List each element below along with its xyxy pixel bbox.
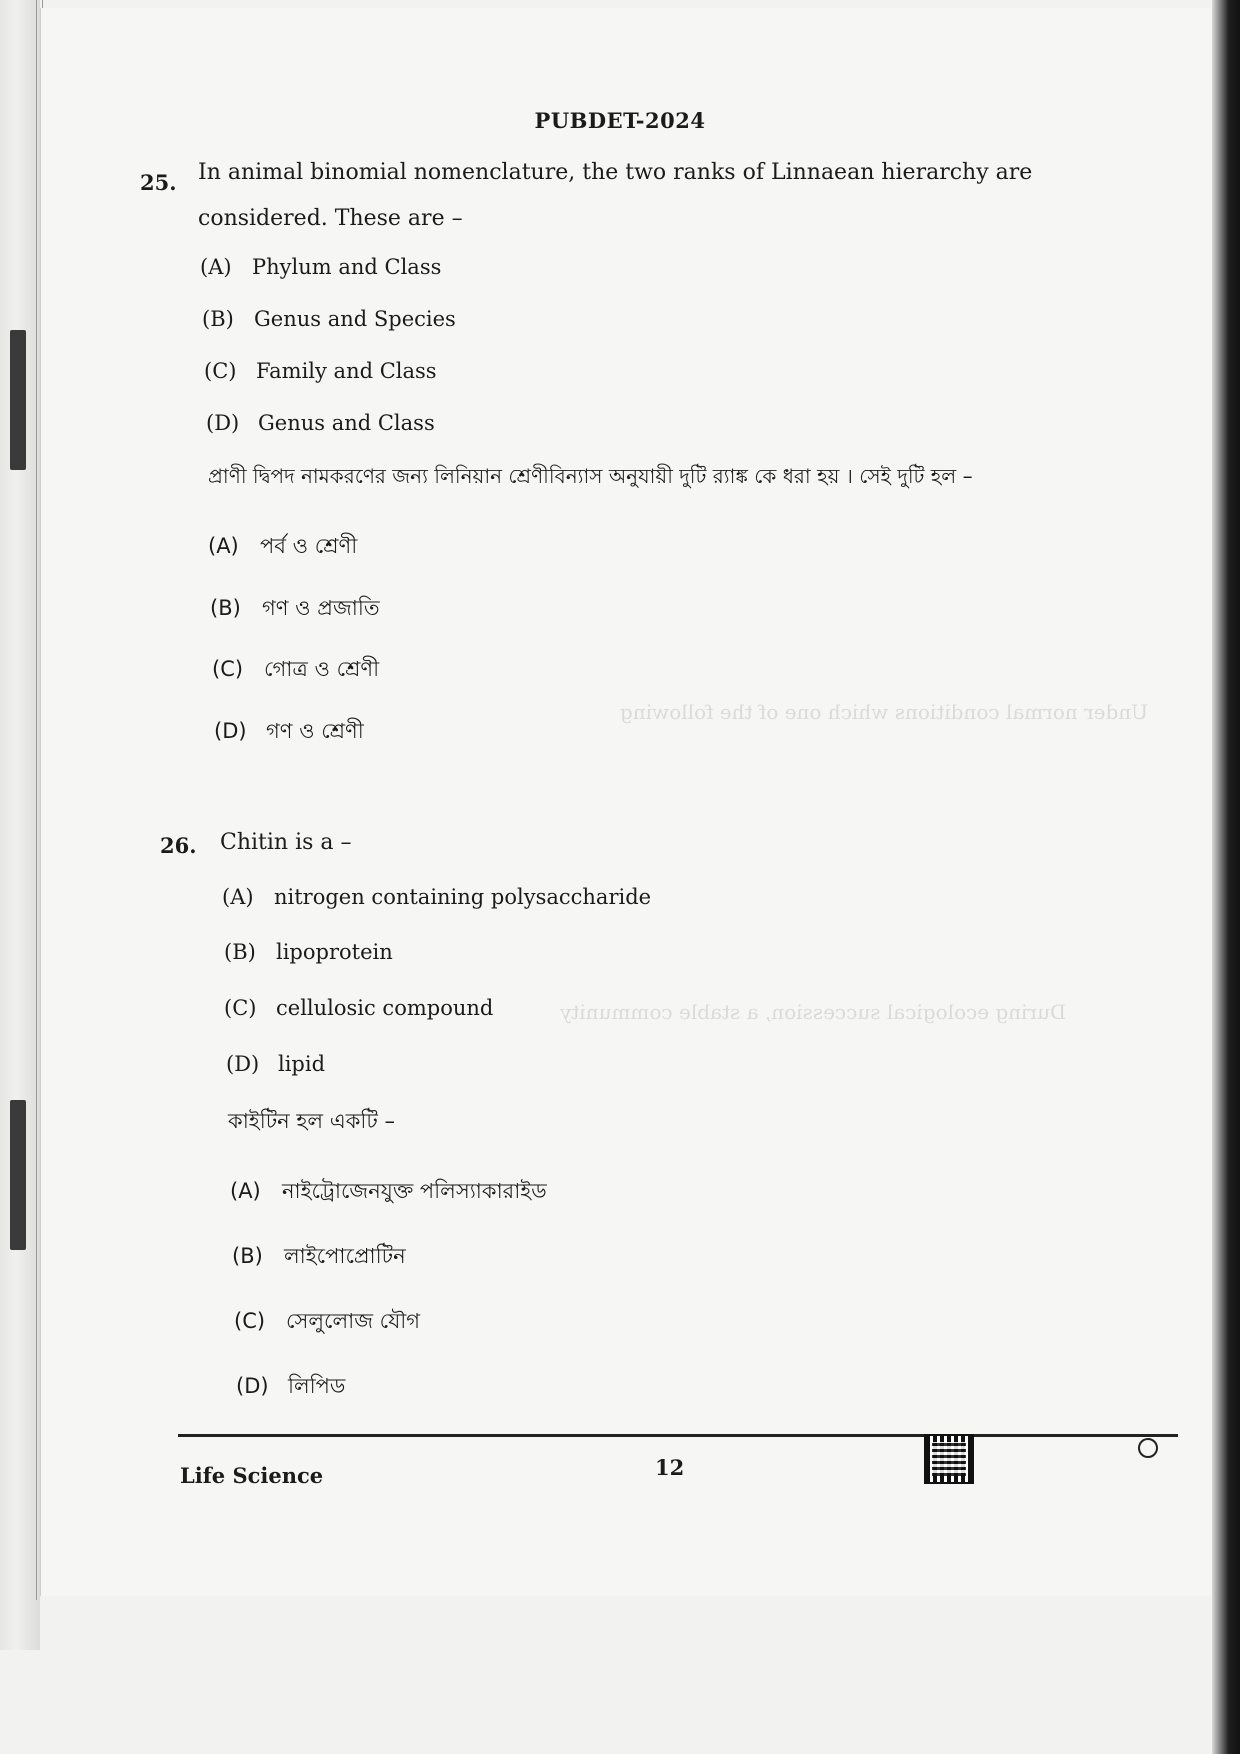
option-text: লাইপোপ্রোটিন bbox=[284, 1244, 406, 1268]
option-a[interactable] bbox=[200, 255, 441, 279]
question-number: 25. bbox=[140, 170, 177, 195]
option-text: পর্ব ও শ্রেণী bbox=[260, 534, 358, 558]
option-text: সেলুলোজ যৌগ bbox=[286, 1309, 421, 1333]
option-c[interactable] bbox=[224, 996, 493, 1020]
option-b-bengali[interactable] bbox=[210, 592, 380, 627]
bleed-through-text: Under normal conditions which one of the following bbox=[620, 700, 1149, 724]
option-b-bengali[interactable] bbox=[232, 1240, 406, 1275]
option-label: (C) bbox=[224, 996, 257, 1020]
question-number: 26. bbox=[160, 833, 197, 858]
option-label: (D) bbox=[236, 1374, 269, 1398]
option-label: (A) bbox=[208, 534, 239, 558]
bleed-through-text: During ecological succession, a stable community bbox=[560, 1000, 1067, 1024]
option-d-bengali[interactable] bbox=[236, 1370, 345, 1405]
option-label: (A) bbox=[230, 1179, 261, 1203]
exam-page bbox=[40, 8, 1211, 1596]
page-title: PUBDET-2024 bbox=[534, 108, 706, 133]
option-label: (A) bbox=[222, 885, 254, 909]
option-text: Genus and Class bbox=[258, 411, 435, 435]
option-c-bengali[interactable] bbox=[212, 653, 379, 688]
option-a-bengali[interactable] bbox=[230, 1175, 547, 1210]
option-d[interactable] bbox=[206, 411, 435, 435]
option-text: গোত্র ও শ্রেণী bbox=[264, 657, 380, 681]
option-label: (C) bbox=[212, 657, 244, 681]
option-c-bengali[interactable] bbox=[234, 1305, 420, 1340]
qr-code-icon bbox=[926, 1436, 972, 1482]
option-label: (B) bbox=[232, 1244, 263, 1268]
option-text: লিপিড bbox=[288, 1374, 346, 1398]
binding-mark-top bbox=[10, 330, 26, 470]
question-text-line: In animal binomial nomenclature, the two ranks of Linnaean hierarchy are bbox=[198, 160, 1033, 185]
question-text-bengali: প্রাণী দ্বিপদ নামকরণের জন্য লিনিয়ান শ্রেণীবিন্যাস অনুযায়ী দুটি র‍্যাঙ্ক কে ধরা হয় । সেই দুটি হল – bbox=[208, 464, 973, 488]
option-text: Phylum and Class bbox=[252, 255, 442, 279]
circle-mark-icon bbox=[1138, 1438, 1158, 1458]
option-label: (D) bbox=[226, 1052, 260, 1076]
option-c[interactable] bbox=[204, 359, 437, 383]
option-label: (C) bbox=[204, 359, 237, 383]
footer-subject: Life Science bbox=[180, 1463, 324, 1488]
option-label: (B) bbox=[224, 940, 256, 964]
option-label: (B) bbox=[202, 307, 234, 331]
option-label: (C) bbox=[234, 1309, 266, 1333]
option-text: গণ ও শ্রেণী bbox=[266, 719, 364, 743]
option-label: (D) bbox=[214, 719, 247, 743]
option-text: গণ ও প্রজাতি bbox=[262, 596, 380, 620]
option-text: lipoprotein bbox=[276, 940, 393, 964]
option-text: Genus and Species bbox=[254, 307, 456, 331]
option-label: (B) bbox=[210, 596, 241, 620]
option-text: cellulosic compound bbox=[276, 996, 494, 1020]
option-b[interactable] bbox=[202, 307, 456, 331]
option-text: nitrogen containing polysaccharide bbox=[274, 885, 652, 909]
footer-divider bbox=[178, 1434, 1178, 1437]
question-text-line: considered. These are – bbox=[198, 206, 463, 231]
question-text: Chitin is a – bbox=[220, 830, 352, 855]
page-number: 12 bbox=[655, 1455, 685, 1480]
option-text: lipid bbox=[278, 1052, 326, 1076]
option-label: (A) bbox=[200, 255, 232, 279]
option-d[interactable] bbox=[226, 1052, 325, 1076]
binding-mark-bottom bbox=[10, 1100, 26, 1250]
page-stack-edge bbox=[0, 0, 40, 1650]
question-text-bengali: কাইটিন হল একটি – bbox=[228, 1109, 396, 1133]
option-a[interactable] bbox=[222, 885, 651, 909]
scan-edge-shadow bbox=[1212, 0, 1240, 1754]
question-text bbox=[198, 150, 1118, 242]
option-label: (D) bbox=[206, 411, 240, 435]
option-a-bengali[interactable] bbox=[208, 530, 357, 565]
option-text: নাইট্রোজেনযুক্ত পলিস্যাকারাইড bbox=[282, 1179, 547, 1203]
option-d-bengali[interactable] bbox=[214, 715, 364, 750]
option-text: Family and Class bbox=[256, 359, 437, 383]
option-b[interactable] bbox=[224, 940, 393, 964]
